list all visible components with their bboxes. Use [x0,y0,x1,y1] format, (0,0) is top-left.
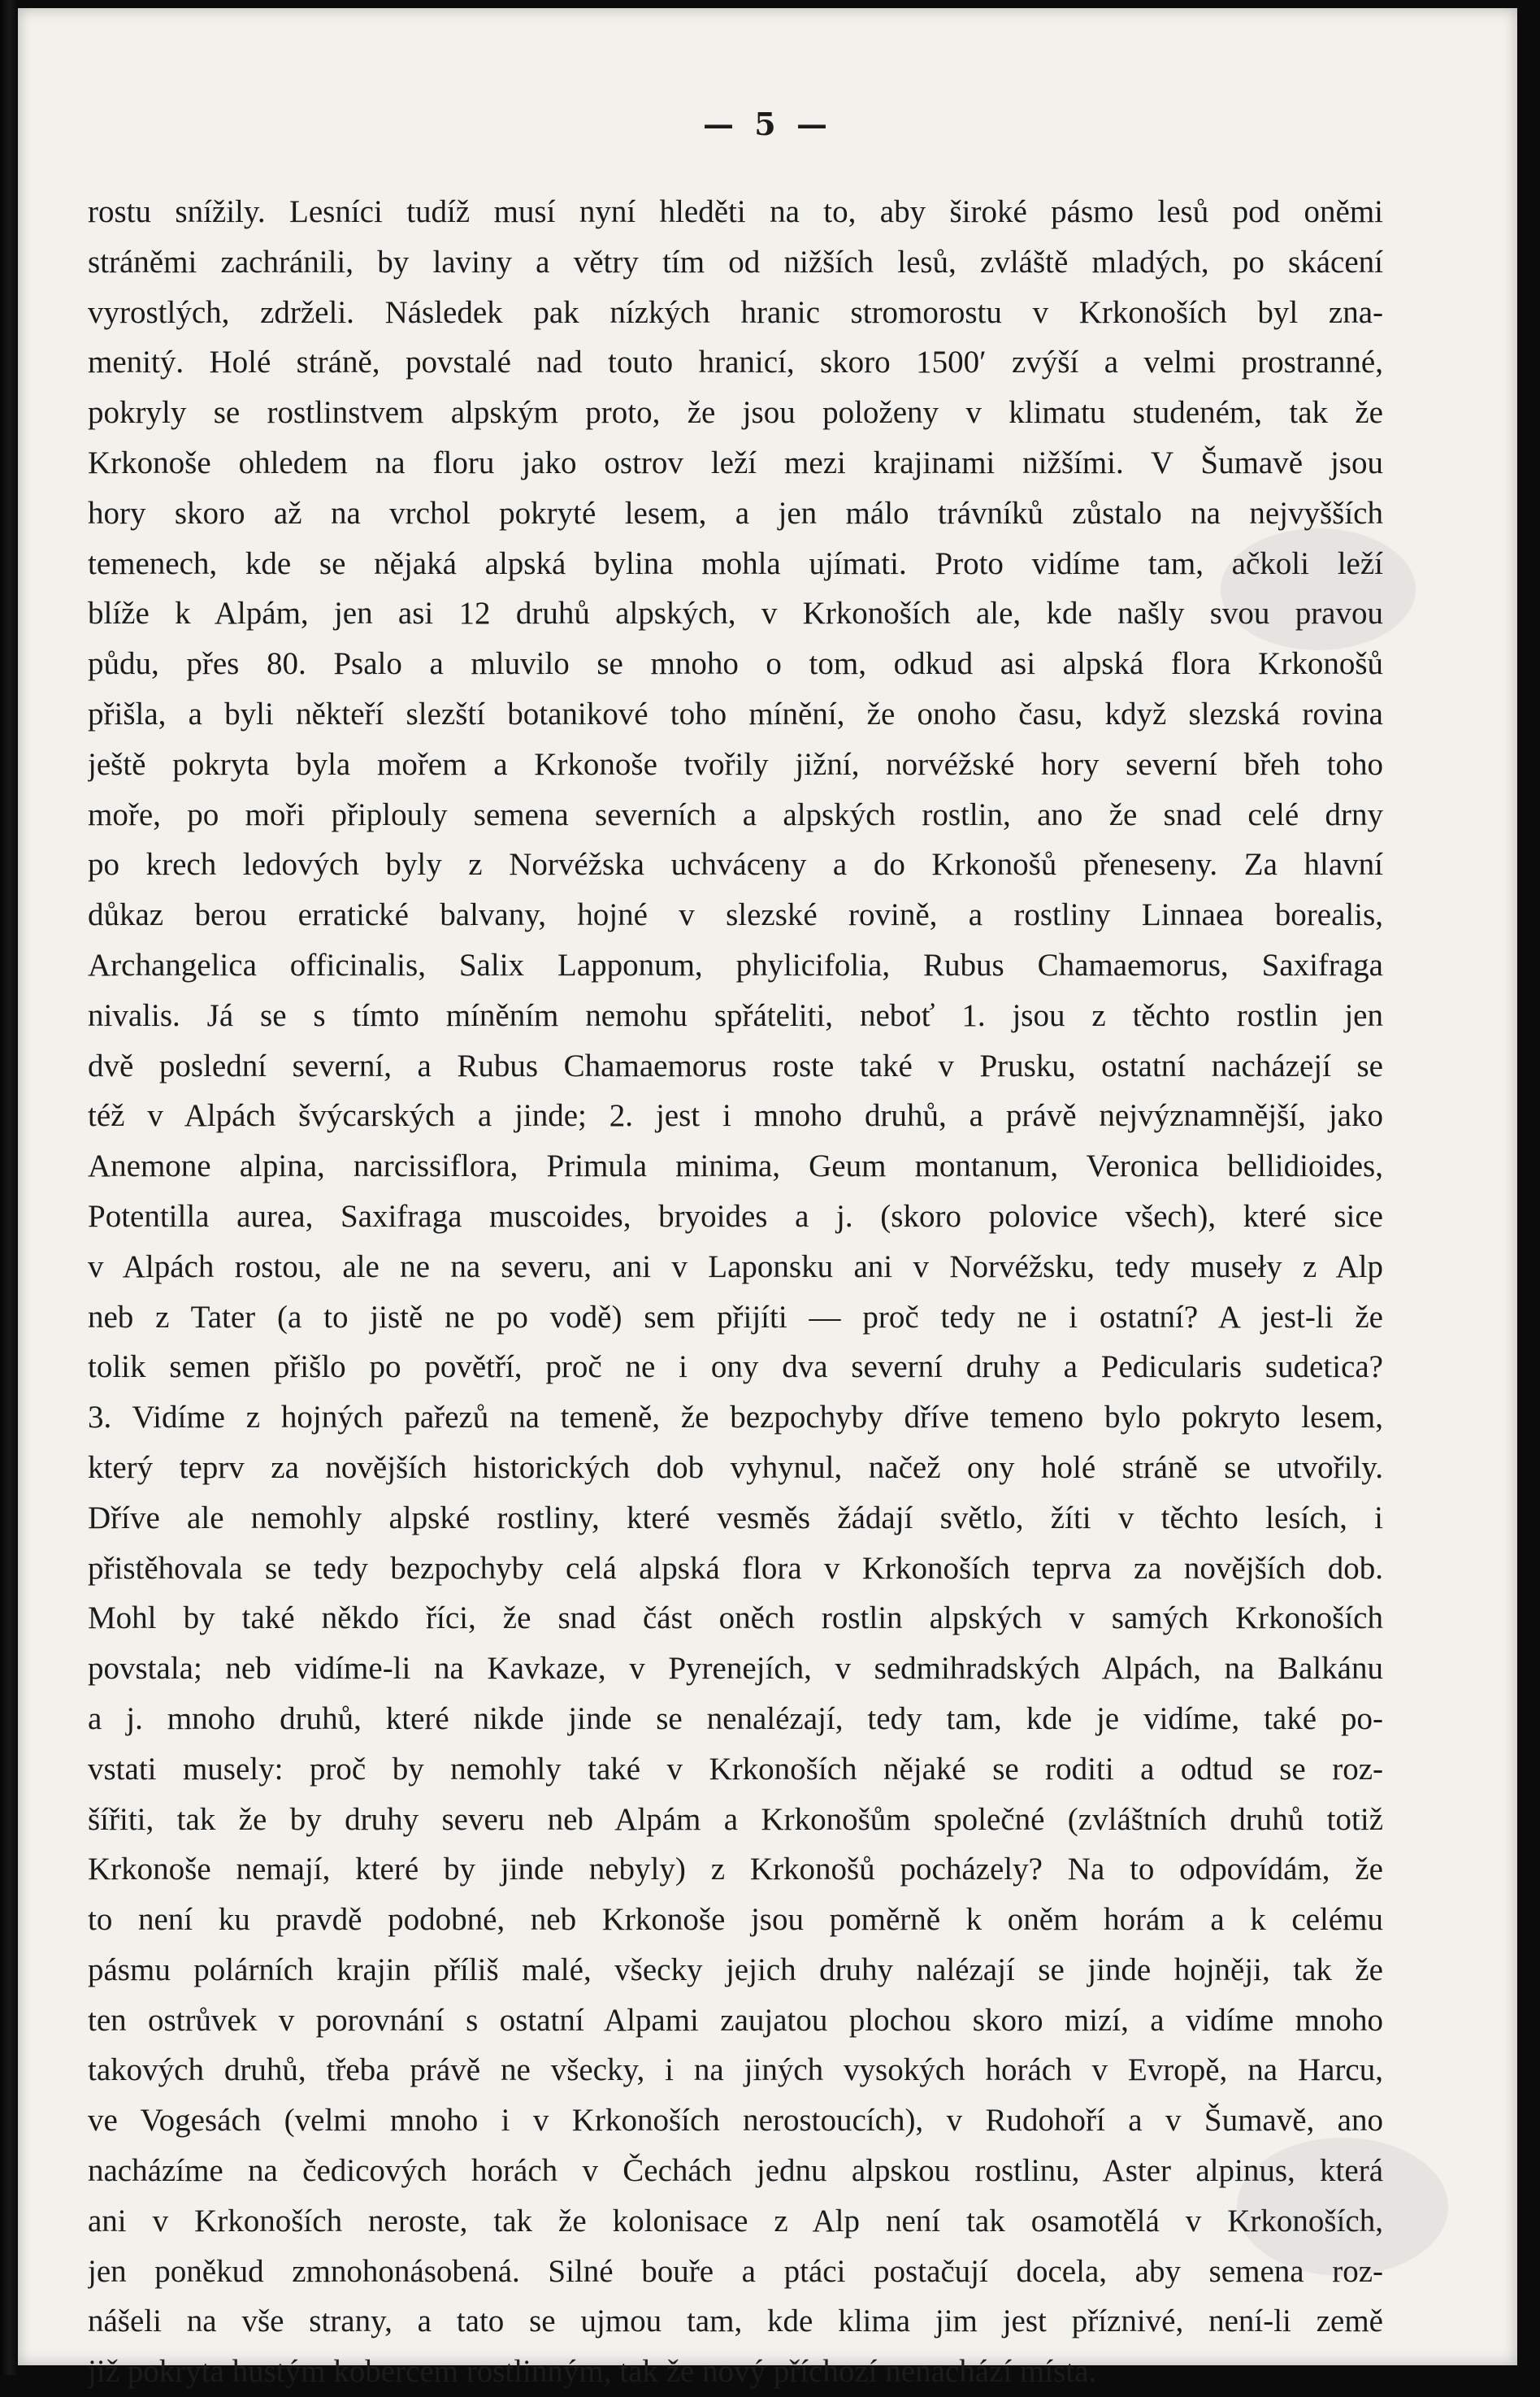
text-line: Mohl by také někdo říci, že snad část oněch rostlin alpských v samých Krkonoších [88,1600,1383,1636]
text-line: půdu, přes 80. Psalo a mluvilo se mnoho o tom, odkud asi alpská flora Krkonošů [88,646,1383,682]
text-line: v Alpách rostou, ale ne na severu, ani v Laponsku ani v Norvéžsku, tedy museły z Alp [88,1248,1383,1284]
text-line: pásmu polárních krajin příliš malé, všecky jejich druhy nalézají se jinde hojněji, tak že [88,1952,1383,1987]
text-line: vyrostlých, zdrželi. Následek pak nízkých hranic stromorostu v Krkonoších byl zna- [88,294,1383,330]
page-number: — 5 — [703,106,832,142]
text-line: ani v Krkonoších neroste, tak že kolonisace z Alp není tak osamotělá v Krkonoších, [88,2203,1383,2239]
text-line: tolik semen přišlo po povětří, proč ne i ony dva severní druhy a Pedicularis sudetica? [88,1349,1383,1385]
text-line: Krkonoše ohledem na floru jako ostrov leží mezi krajinami nižšími. V Šumavě jsou [88,445,1383,480]
text-line: vstati musely: proč by nemohly také v Krkonoších nějaké se roditi a odtud se roz- [88,1751,1383,1787]
text-line: nášeli na vše strany, a tato se ujmou tam, kde klima jim jest příznivé, není-li země [88,2304,1383,2339]
text-line: již pokryta hustým kobercem rostlinným, tak že nový příchozí nenachází místa. [88,2354,1097,2390]
text-line: moře, po moři připlouly semena severních a alpských rostlin, ano že snad celé drny [88,797,1383,832]
text-line: po krech ledových byly z Norvéžska uchváceny a do Krkonošů přeneseny. Za hlavní [88,847,1383,883]
text-line: nacházíme na čedicových horách v Čechách jednu alpskou rostlinu, Aster alpinus, která [88,2153,1383,2189]
text-line: blíže k Alpám, jen asi 12 druhů alpských, v Krkonoších ale, kde našly svou pravou [88,596,1383,632]
body-text [88,187,1383,2397]
text-line: který teprv za novějších historických dob vyhynul, načež ony holé stráně se utvořily. [88,1449,1383,1485]
text-line: temenech, kde se nějaká alpská bylina mohla ujímati. Proto vidíme tam, ačkoli leží [88,545,1383,581]
text-line: dvě poslední severní, a Rubus Chamaemorus roste také v Prusku, ostatní nacházejí se [88,1048,1383,1083]
book-page [18,8,1517,2390]
text-line: rostu snížily. Lesníci tudíž musí nyní hleděti na to, aby široké pásmo lesů pod oněmi [88,194,1383,229]
text-line: Dříve ale nemohly alpské rostliny, které vesměs žádají světlo, žíti v těchto lesích, i [88,1500,1383,1535]
scan-edge [0,0,18,2375]
text-line: a j. mnoho druhů, které nikde jinde se nenalézají, tedy tam, kde je vidíme, také po- [88,1700,1383,1736]
text-line: povstala; neb vidíme-li na Kavkaze, v Pyrenejích, v sedmihradských Alpách, na Balkánu [88,1651,1383,1687]
text-line: nivalis. Já se s tímto míněním nemohu spřáteliti, neboť 1. jsou z těchto rostlin jen [88,997,1383,1033]
text-line: Anemone alpina, narcissiflora, Primula minima, Geum montanum, Veronica bellidioides, [88,1149,1383,1184]
text-line: ve Vogesách (velmi mnoho i v Krkonoších nerostoucích), v Rudohoří a v Šumavě, ano [88,2103,1383,2139]
text-line: neb z Tater (a to jistě ne po vodě) sem přijíti — proč tedy ne i ostatní? A jest-li že [88,1299,1383,1335]
text-line: důkaz berou erratické balvany, hojné v slezské rovině, a rostliny Linnaea borealis, [88,897,1383,933]
text-line: ten ostrůvek v porovnání s ostatní Alpami zaujatou plochou skoro mizí, a vidíme mnoho [88,2002,1383,2038]
text-line: stráněmi zachránili, by laviny a větry tím od nižších lesů, zvláště mladých, po skácení [88,244,1383,280]
text-line: Archangelica officinalis, Salix Lapponum, phylicifolia, Rubus Chamaemorus, Saxifraga [88,947,1383,983]
text-line: Krkonoše nemají, které by jinde nebyly) z Krkonošů pocházely? Na to odpovídám, že [88,1852,1383,1887]
text-line: hory skoro až na vrchol pokryté lesem, a jen málo trávníků zůstalo na nejvyšších [88,495,1383,531]
text-line: to není ku pravdě podobné, neb Krkonoše jsou poměrně k oněm horám a k celému [88,1902,1383,1938]
text-line: jen poněkud zmnohonásobená. Silné bouře a ptáci postačují docela, aby semena roz- [88,2253,1383,2289]
text-line: též v Alpách švýcarských a jinde; 2. jest i mnoho druhů, a právě nejvýznamnější, jako [88,1098,1383,1134]
text-line: přišla, a byli někteří slezští botanikové toho mínění, že onoho času, když slezská rovina [88,696,1383,732]
text-line: pokryly se rostlinstvem alpským proto, že jsou položeny v klimatu studeném, tak že [88,395,1383,431]
text-line: menitý. Holé stráně, povstalé nad touto hranicí, skoro 1500′ zvýší a velmi prostranné, [88,345,1383,380]
text-line: šířiti, tak že by druhy severu neb Alpám a Krkonošům společné (zvláštních druhů totiž [88,1801,1383,1837]
text-line: přistěhovala se tedy bezpochyby celá alpská flora v Krkonoších teprva za novějších dob. [88,1550,1383,1586]
text-line: takových druhů, třeba právě ne všecky, i na jiných vysokých horách v Evropě, na Harcu, [88,2052,1383,2088]
text-line: 3. Vidíme z hojných pařezů na temeně, že bezpochyby dříve temeno bylo pokryto lesem, [88,1400,1383,1435]
text-line: Potentilla aurea, Saxifraga muscoides, bryoides a j. (skoro polovice všech), které sice [88,1198,1383,1234]
text-line: ještě pokryta byla mořem a Krkonoše tvořily jižní, norvéžské hory severní břeh toho [88,746,1383,782]
